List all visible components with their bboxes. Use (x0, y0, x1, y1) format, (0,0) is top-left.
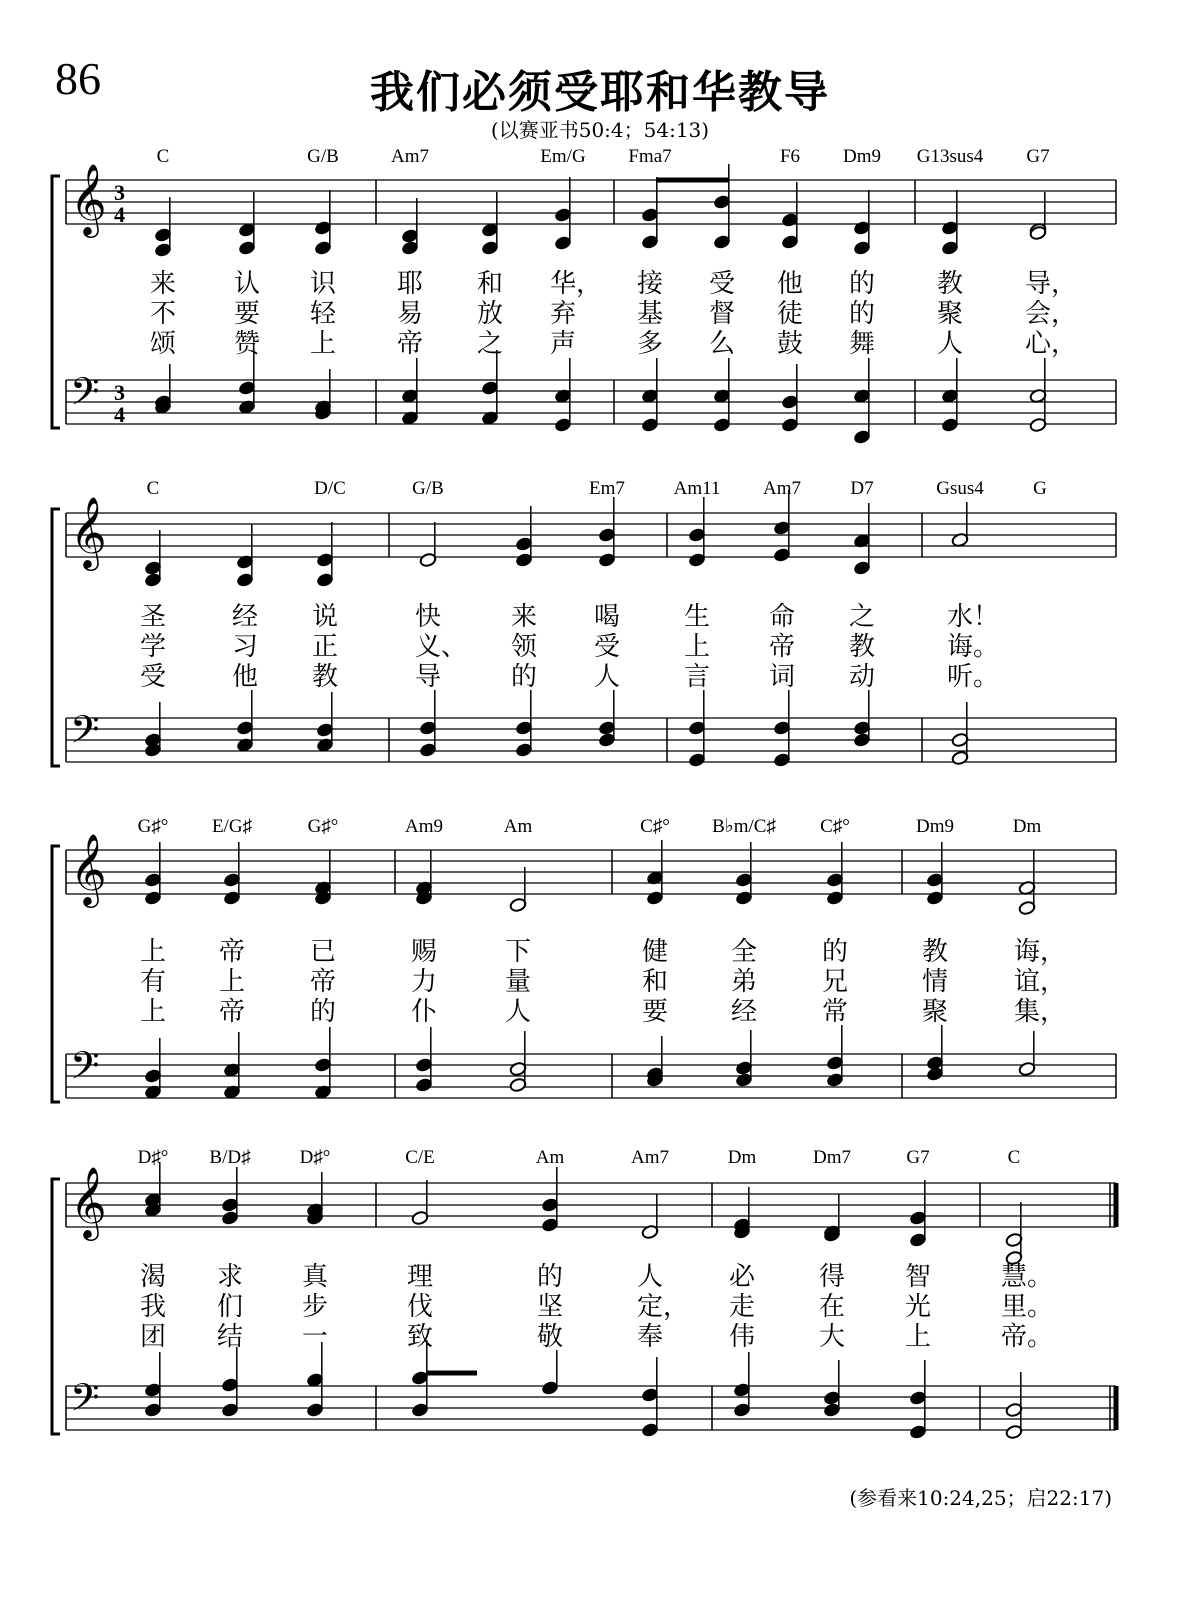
bass-clef-icon: 𝄢 (70, 369, 100, 423)
chord-note (144, 1352, 162, 1418)
chord-symbol: Dm (1012, 816, 1042, 837)
lyric-syllable: 光 (905, 1292, 932, 1322)
lyric-syllable: 大 (819, 1322, 846, 1352)
lyric-syllable: 赐 (411, 937, 438, 967)
chord-note (481, 350, 499, 426)
lyric-syllable: 的 (310, 997, 337, 1027)
chord-note (509, 1031, 527, 1093)
bass-clef-icon: 𝄢 (70, 707, 100, 761)
chord-symbol: D♯° (299, 1147, 331, 1168)
chord-note (541, 1350, 559, 1396)
time-signature-bottom: 4 (114, 202, 125, 227)
chord-symbol: Dm7 (813, 1147, 851, 1168)
chord-note (641, 177, 659, 250)
lyric-syllable: 帝 (769, 632, 796, 662)
chord-symbol: G/B (307, 146, 339, 167)
lyric-syllable: 耶 (397, 269, 424, 299)
lyric-syllable: 必 (729, 1262, 756, 1292)
lyric-syllable: 基 (637, 299, 664, 329)
chord-symbol: C/E (405, 1147, 435, 1168)
bass-staff (66, 380, 1116, 424)
lyric-syllable: 正 (312, 632, 339, 662)
lyric-syllable: 徒 (777, 299, 804, 329)
chord-note (1029, 358, 1047, 433)
lyric-syllable: 弟 (731, 967, 758, 997)
lyric-syllable: 喝 (594, 602, 621, 632)
chord-note (306, 1342, 324, 1418)
bass-staff (66, 1054, 1116, 1098)
lyric-syllable: 舞 (849, 329, 876, 359)
chord-note (735, 842, 753, 906)
lyric-syllable: 下 (505, 937, 532, 967)
chord-note (909, 1360, 927, 1440)
chord-note (238, 350, 256, 415)
chord-symbol: Em/G (540, 146, 586, 167)
lyric-syllable: 在 (819, 1292, 846, 1322)
chord-note (154, 364, 172, 415)
lyric-syllable: 上 (310, 329, 337, 359)
lyric-syllable: 里。 (1001, 1292, 1054, 1322)
hymn-title: 我们必须受耶和华教导 (370, 67, 830, 118)
chord-symbol: E/G♯ (211, 816, 253, 837)
hymn-number: 86 (55, 53, 101, 104)
chord-symbol: C (146, 478, 160, 499)
lyric-syllable: 生 (684, 602, 711, 632)
chord-note (781, 364, 799, 433)
lyric-syllable: 人 (937, 329, 964, 359)
system-bracket (52, 846, 60, 1102)
lyric-syllable: 之 (477, 329, 504, 359)
chord-note (733, 1352, 751, 1418)
chord-symbol: G7 (1026, 146, 1050, 167)
lyric-syllable: 鼓 (777, 329, 804, 359)
bass-clef-icon: 𝄢 (70, 1043, 100, 1097)
chord-note (236, 524, 254, 588)
system-bracket (52, 176, 60, 428)
chord-note (1005, 1372, 1023, 1440)
lyric-syllable: 受 (709, 269, 736, 299)
lyric-syllable: 上 (684, 632, 711, 662)
system-bracket (52, 1179, 60, 1434)
chord-symbol: Dm9 (843, 146, 881, 167)
chord-symbol: C♯° (820, 816, 850, 837)
lyric-syllable: 兄 (822, 967, 849, 997)
lyric-syllable: 我 (140, 1292, 167, 1322)
lyric-syllable: 受 (140, 662, 167, 692)
lyric-syllable: 轻 (310, 299, 337, 329)
chord-note (735, 1030, 753, 1088)
chord-note (415, 850, 433, 906)
lyric-syllable: 言 (684, 662, 711, 692)
chord-note (781, 182, 799, 250)
chord-symbol: C (156, 146, 170, 167)
time-signature-top: 3 (114, 380, 125, 405)
lyric-syllable: 帝。 (1001, 1322, 1054, 1352)
lyric-syllable: 谊， (1014, 967, 1067, 997)
chord-note (306, 1172, 324, 1226)
lyric-syllable: 的 (511, 662, 538, 692)
treble-staff (66, 850, 1116, 894)
chord-symbol: Am9 (405, 816, 443, 837)
lyric-syllable: 来 (150, 269, 177, 299)
lyric-syllable: 之 (849, 602, 876, 632)
chord-symbol: G7 (906, 1147, 930, 1168)
chord-note (144, 702, 162, 758)
lyric-syllable: 上 (219, 967, 246, 997)
chord-note (401, 198, 419, 256)
lyric-syllable: 上 (140, 997, 167, 1027)
chord-note (554, 358, 572, 433)
time-signature-bottom: 4 (114, 402, 125, 427)
lyric-syllable: 慧。 (1001, 1262, 1054, 1292)
lyric-syllable: 敬 (537, 1322, 564, 1352)
treble-clef-icon: 𝄞 (70, 1165, 107, 1238)
chord-note (419, 690, 437, 758)
lyric-syllable: 力 (411, 967, 438, 997)
lyric-syllable: 真 (302, 1262, 329, 1292)
lyric-syllable: 说 (312, 602, 339, 632)
chord-note (826, 1025, 844, 1088)
lyric-syllable: 来 (511, 602, 538, 632)
chord-note (401, 358, 419, 426)
chord-note (853, 503, 871, 576)
lyric-syllable: 智 (905, 1262, 932, 1292)
lyric-syllable: 义、 (415, 632, 468, 662)
lyric-syllable: 聚 (937, 299, 964, 329)
lyric-syllable: 赞 (234, 329, 261, 359)
lyric-syllable: 一 (302, 1322, 329, 1352)
lyric-syllable: 导， (1025, 269, 1078, 299)
lyric-syllable: 督 (709, 299, 736, 329)
lyric-syllable: 情 (922, 967, 949, 997)
lyric-syllable: 集， (1014, 997, 1067, 1027)
lyric-syllable: 心， (1025, 329, 1078, 359)
lyric-syllable: 有 (140, 967, 167, 997)
lyric-syllable: 理 (407, 1262, 434, 1292)
chord-note (733, 1187, 751, 1240)
chord-note (598, 690, 616, 748)
chord-symbol: Fma7 (628, 146, 672, 167)
lyric-syllable: 教 (312, 662, 339, 692)
chord-note (144, 1038, 162, 1100)
chord-note (713, 358, 731, 433)
lyric-syllable: 坚 (537, 1292, 564, 1322)
chord-note (951, 702, 969, 766)
lyric-syllable: 求 (217, 1262, 244, 1292)
lyric-syllable: 帝 (310, 967, 337, 997)
chord-symbol: Am11 (673, 478, 721, 499)
chord-symbol: G13sus4 (916, 146, 984, 167)
lyric-syllable: 多 (637, 329, 664, 359)
chord-note (853, 358, 871, 445)
chord-symbol: G♯° (137, 816, 169, 837)
lyric-syllable: 上 (140, 937, 167, 967)
lyric-syllable: 导 (415, 662, 442, 692)
lyric-syllable: 华， (550, 269, 603, 299)
chord-symbol: Em7 (589, 478, 625, 499)
lyric-syllable: 么 (709, 329, 736, 359)
treble-clef-icon: 𝄞 (70, 832, 107, 905)
lyric-syllable: 常 (822, 997, 849, 1027)
chord-symbol: G (1033, 478, 1047, 499)
chord-note (1005, 1202, 1023, 1266)
lyric-syllable: 帝 (219, 937, 246, 967)
chord-note (314, 1027, 332, 1100)
treble-clef-icon: 𝄞 (70, 162, 107, 235)
chord-note (221, 1347, 239, 1418)
chord-symbol: Gsus4 (936, 478, 984, 499)
chord-note (823, 1360, 841, 1418)
lyric-syllable: 习 (232, 632, 259, 662)
chord-symbol: Dm9 (916, 816, 954, 837)
chord-symbol: Am (535, 1147, 565, 1168)
lyric-syllable: 不 (150, 299, 177, 329)
chord-note (509, 867, 527, 913)
footnote-reference: (参看来10:24,25；启22:17) (849, 1486, 1112, 1510)
chord-symbol: D♯° (137, 1147, 169, 1168)
treble-clef-icon: 𝄞 (70, 495, 107, 568)
chord-note (554, 177, 572, 251)
lyric-syllable: 会， (1025, 299, 1078, 329)
lyric-syllable: 定， (637, 1292, 690, 1322)
chord-symbol: Am7 (391, 146, 429, 167)
chord-note (646, 1036, 664, 1088)
chord-note (713, 164, 731, 250)
lyric-syllable: 帝 (219, 997, 246, 1027)
chord-note (154, 197, 172, 258)
chord-note (144, 842, 162, 906)
chord-note (941, 358, 959, 433)
lyric-syllable: 团 (140, 1322, 167, 1352)
chord-note (826, 842, 844, 906)
chord-symbol: G/B (412, 478, 444, 499)
lyric-syllable: 量 (505, 967, 532, 997)
lyric-syllable: 经 (731, 997, 758, 1027)
chord-note (823, 1194, 841, 1243)
chord-note (515, 506, 533, 568)
chord-symbol: Am7 (763, 478, 801, 499)
lyric-syllable: 和 (642, 967, 669, 997)
chord-note (773, 490, 791, 563)
lyric-syllable: 圣 (140, 602, 167, 632)
chord-note (515, 690, 533, 758)
lyric-syllable: 词 (769, 662, 796, 692)
lyric-syllable: 要 (234, 299, 261, 329)
treble-staff (66, 180, 1116, 224)
lyric-syllable: 帝 (397, 329, 424, 359)
lyric-syllable: 全 (731, 937, 758, 967)
lyric-syllable: 教 (937, 269, 964, 299)
chord-note (314, 369, 332, 421)
lyric-syllable: 仆 (411, 997, 438, 1027)
chord-note (1029, 192, 1047, 241)
chord-note (853, 690, 871, 748)
lyric-syllable: 命 (769, 602, 796, 632)
chord-note (419, 522, 437, 568)
chord-note (223, 1032, 241, 1100)
lyric-syllable: 人 (505, 997, 532, 1027)
chord-note (314, 190, 332, 256)
chord-note (641, 358, 659, 433)
lyric-syllable: 颂 (150, 329, 177, 359)
lyric-syllable: 放 (477, 299, 504, 329)
lyric-syllable: 弃 (550, 299, 577, 329)
lyric-syllable: 教 (922, 937, 949, 967)
lyric-syllable: 聚 (922, 997, 949, 1027)
chord-note (853, 190, 871, 256)
chord-note (411, 1180, 429, 1226)
chord-note (773, 690, 791, 768)
chord-symbol: D/C (314, 478, 346, 499)
lyric-syllable: 人 (594, 662, 621, 692)
lyric-syllable: 快 (415, 602, 442, 632)
chord-note (641, 1357, 659, 1438)
lyric-syllable: 领 (511, 632, 538, 662)
chord-note (688, 690, 706, 768)
chord-note (223, 842, 241, 906)
lyric-syllable: 和 (477, 269, 504, 299)
chord-note (641, 1194, 659, 1240)
lyric-syllable: 识 (310, 269, 337, 299)
lyric-syllable: 他 (777, 269, 804, 299)
chord-note (926, 842, 944, 906)
chord-note (316, 522, 334, 588)
chord-symbol: Am7 (631, 1147, 669, 1168)
lyric-syllable: 上 (905, 1322, 932, 1352)
lyric-syllable: 走 (729, 1292, 756, 1322)
chord-note (316, 692, 334, 753)
chord-note (144, 530, 162, 588)
lyric-syllable: 人 (637, 1262, 664, 1292)
chord-symbol: G♯° (307, 816, 339, 837)
lyric-syllable: 动 (849, 662, 876, 692)
chord-symbol: B/D♯ (209, 1147, 251, 1168)
lyric-syllable: 们 (217, 1292, 244, 1322)
chord-symbol: F6 (779, 146, 801, 167)
lyric-syllable: 已 (310, 937, 337, 967)
chord-symbol: Dm (727, 1147, 757, 1168)
lyric-syllable: 得 (819, 1262, 846, 1292)
lyric-syllable: 声 (550, 329, 577, 359)
lyric-syllable: 认 (234, 269, 261, 299)
lyric-syllable: 伟 (729, 1322, 756, 1352)
lyric-syllable: 渴 (140, 1262, 167, 1292)
chord-note (314, 850, 332, 906)
lyric-syllable: 的 (822, 937, 849, 967)
lyric-syllable: 经 (232, 602, 259, 632)
time-signature-top: 3 (114, 180, 125, 205)
lyric-syllable: 他 (232, 662, 259, 692)
lyric-syllable: 学 (140, 632, 167, 662)
lyric-syllable: 步 (302, 1292, 329, 1322)
chord-note (221, 1167, 239, 1226)
chord-symbol: D7 (850, 478, 874, 499)
lyric-syllable: 水！ (947, 602, 1000, 632)
lyric-syllable: 结 (217, 1322, 244, 1352)
chord-note (236, 690, 254, 753)
chord-symbol: Am (503, 816, 533, 837)
chord-note (144, 1162, 162, 1218)
lyric-syllable: 接 (637, 269, 664, 299)
chord-note (941, 190, 959, 256)
lyric-syllable: 伐 (407, 1292, 434, 1322)
lyric-syllable: 奉 (637, 1322, 664, 1352)
lyric-syllable: 的 (849, 269, 876, 299)
chord-symbol: C♯° (640, 816, 670, 837)
lyric-syllable: 诲。 (947, 632, 1000, 662)
lyric-syllable: 听。 (947, 662, 1000, 692)
lyric-syllable: 受 (594, 632, 621, 662)
system-bracket (52, 509, 60, 766)
lyric-syllable: 致 (407, 1322, 434, 1352)
lyric-syllable: 易 (397, 299, 424, 329)
chord-note (926, 1025, 944, 1082)
lyric-syllable: 要 (642, 997, 669, 1027)
scripture-reference: (以赛亚书50:4；54:13) (490, 118, 710, 142)
lyric-syllable: 的 (849, 299, 876, 329)
chord-symbol: C (1007, 1147, 1021, 1168)
chord-note (541, 1167, 559, 1233)
lyric-syllable: 教 (849, 632, 876, 662)
lyric-syllable: 健 (642, 937, 669, 967)
chord-note (909, 1180, 927, 1248)
lyric-syllable: 的 (537, 1262, 564, 1292)
chord-note (415, 1027, 433, 1093)
chord-symbol: B♭m/C♯ (712, 816, 776, 837)
lyric-syllable: 诲， (1014, 937, 1067, 967)
bass-clef-icon: 𝄢 (70, 1375, 100, 1429)
chord-note (951, 502, 969, 548)
